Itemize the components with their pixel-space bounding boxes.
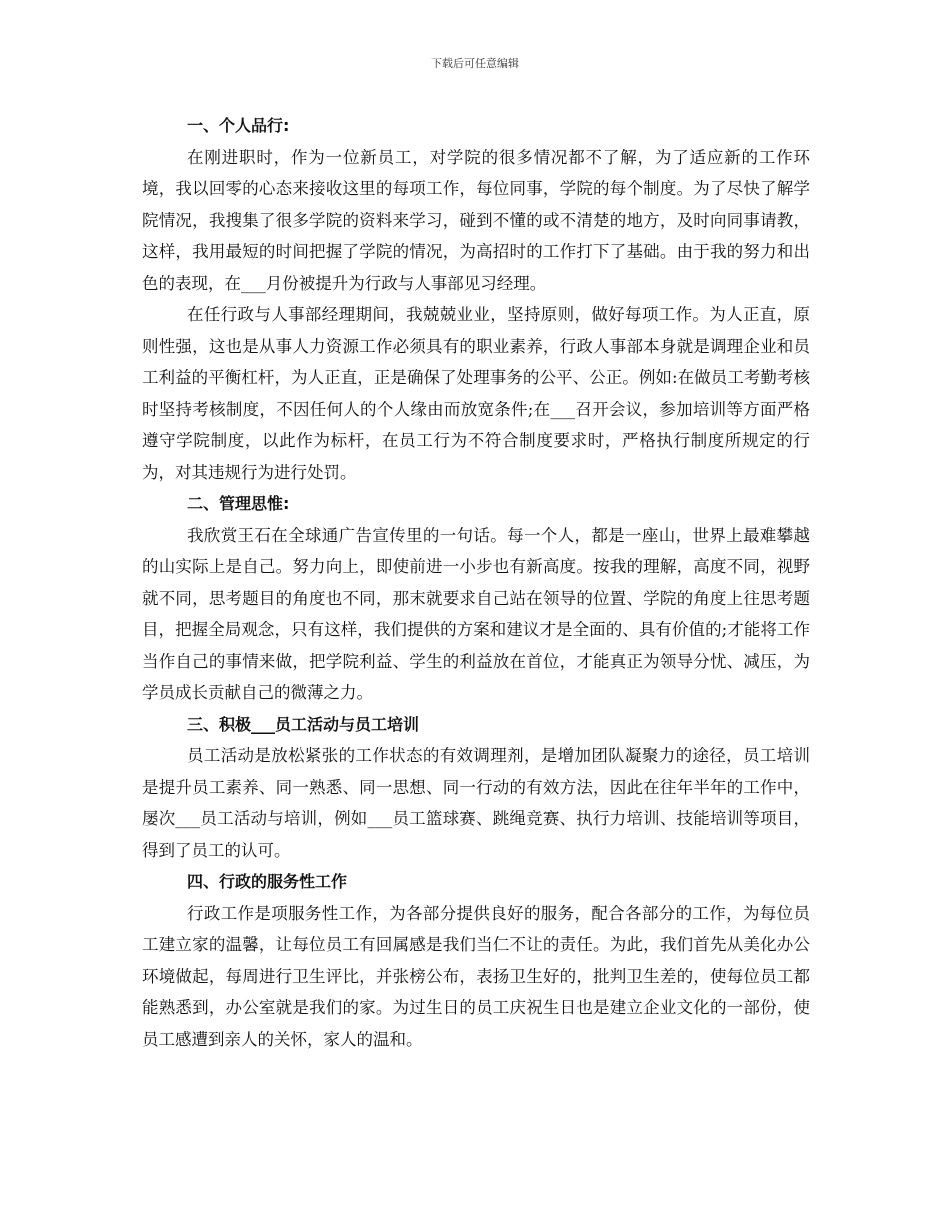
paragraph: 员工活动是放松紧张的工作状态的有效调理剂，是增加团队凝聚力的途径，员工培训是提升员工素养、同一熟悉、同一思想、同一行动的有效方法，因此在往年半年的工作中，屡次___员工活动与培训，例如___员工篮球赛、跳绳竞赛、执行力培训、技能培训等项目，得到了员工的认可。: [142, 746, 810, 860]
section-heading: 二、管理思惟:: [187, 494, 290, 513]
document-body: [142, 110, 810, 1055]
paragraph: 在刚进职时，作为一位新员工，对学院的很多情况都不了解，为了适应新的工作环境，我以回零的心态来接收这里的每项工作，每位同事，学院的每个制度。为了尽快了解学院情况，我搜集了很多学院的资料来学习，碰到不懂的或不清楚的地方，及时向同事请教，这样，我用最短的时间把握了学院的情况，为高招时的工作打下了基础。由于我的努力和出色的表现，在___月份被提升为行政与人事部见习经理。: [142, 147, 810, 293]
page-header-note: 下载后可任意编辑: [431, 57, 519, 70]
paragraph: 在任行政与人事部经理期间，我兢兢业业，坚持原则，做好每项工作。为人正直，原则性强，这也是从事人力资源工作必须具有的职业素养，行政人事部本身就是调理企业和员工利益的平衡杠杆，为人正直，正是确保了处理事务的公平、公正。例如:在做员工考勤考核时坚持考核制度，不因任何人的个人缘由而放宽条件;在___召开会议，参加培训等方面严格遵守学院制度，以此作为标杆，在员工行为不符合制度要求时，严格执行制度所规定的行为，对其违规行为进行处罚。: [142, 305, 810, 482]
paragraph: 行政工作是项服务性工作，为各部分提供良好的服务，配合各部分的工作，为每位员工建立家的温馨，让每位员工有回属感是我们当仁不让的责任。为此，我们首先从美化办公环境做起，每周进行卫生评比，并张榜公布，表扬卫生好的，批判卫生差的，使每位员工都能熟悉到，办公室就是我们的家。为过生日的员工庆祝生日也是建立企业文化的一部份，使员工感遭到亲人的关怀，家人的温和。: [142, 903, 810, 1049]
section-heading: 三、积极___员工活动与员工培训: [187, 714, 420, 734]
section-heading: 一、个人品行:: [187, 116, 290, 135]
section-heading: 四、行政的服务性工作: [187, 872, 348, 891]
paragraph: 我欣赏王石在全球通广告宣传里的一句话。每一个人，都是一座山，世界上最难攀越的山实际上是自己。努力向上，即使前进一小步也有新高度。按我的理解，高度不同，视野就不同，思考题目的角度也不同，那末就要求自己站在领导的位置、学院的角度上往思考题目，把握全局观念，只有这样，我们提供的方案和建议才是全面的、具有价值的;才能将工作当作自己的事情来做，把学院利益、学生的利益放在首位，才能真正为领导分忧、减压，为学员成长贡献自己的微薄之力。: [142, 525, 810, 702]
